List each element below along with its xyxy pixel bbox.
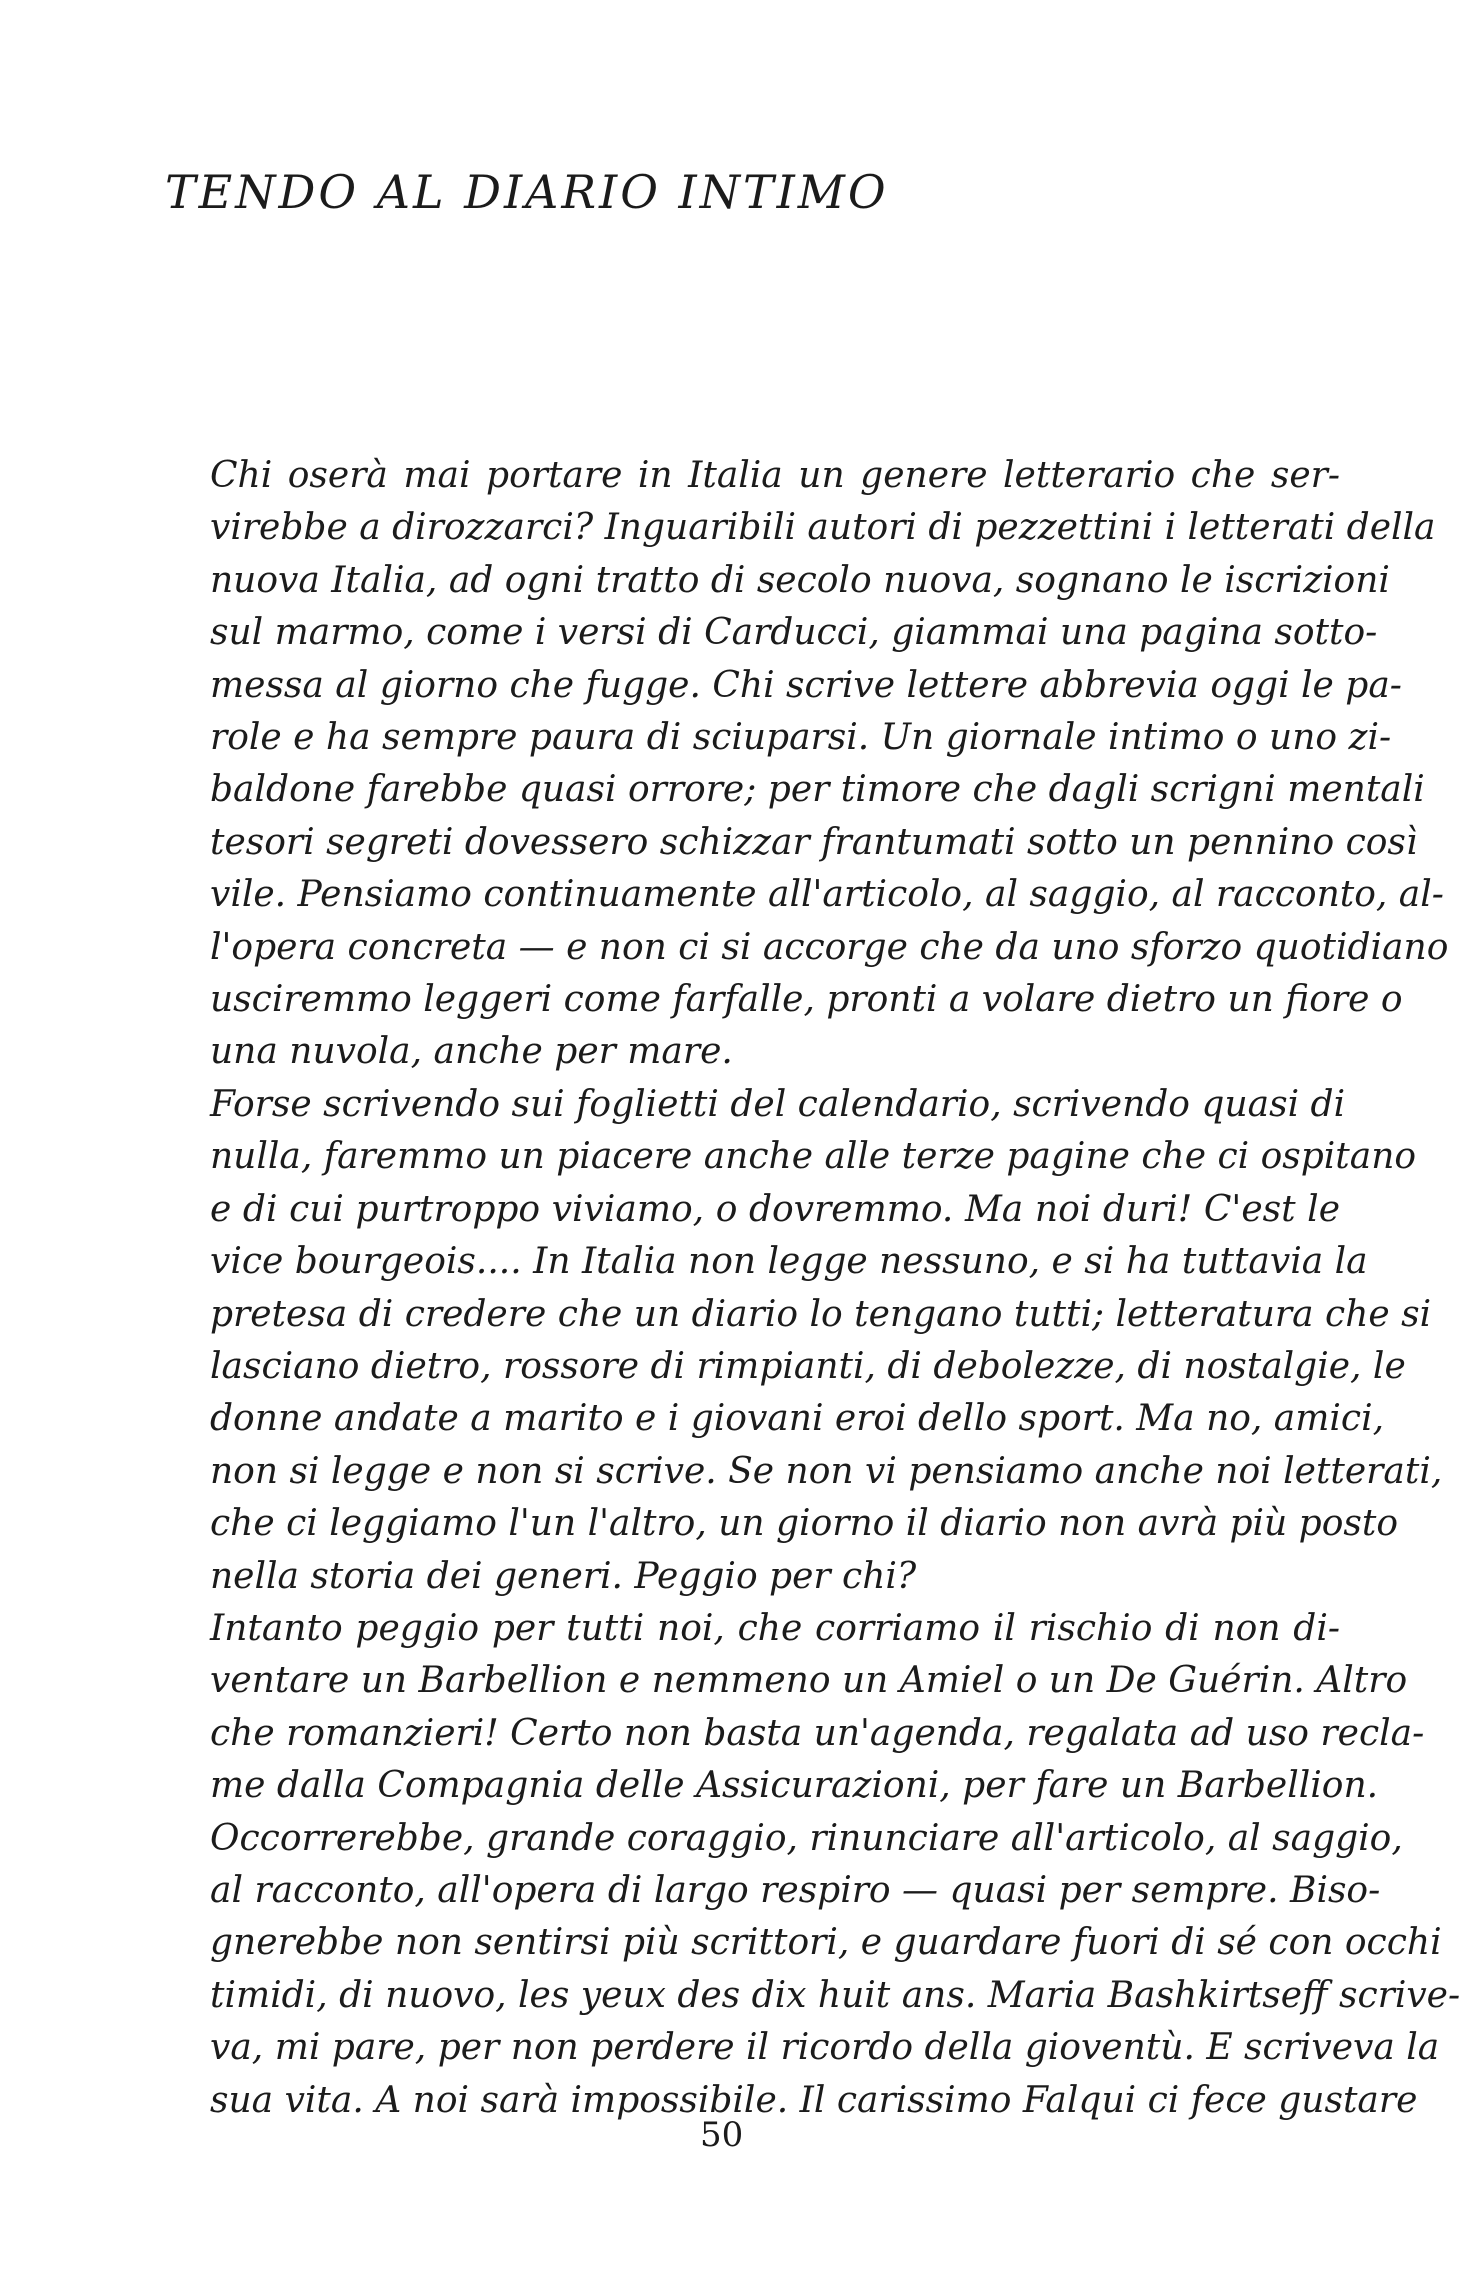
text-line: che romanzieri! Certo non basta un'agenda, regalata ad uso recla- bbox=[210, 1712, 1425, 1754]
chapter-title: TENDO AL DIARIO INTIMO bbox=[165, 165, 889, 219]
text-line: me dalla Compagnia delle Assicurazioni, per fare un Barbellion. bbox=[210, 1765, 1379, 1807]
text-line: al racconto, all'opera di largo respiro — quasi per sempre. Biso- bbox=[210, 1869, 1381, 1911]
text-line: ventare un Barbellion e nemmeno un Amiel o un De Guérin. Altro bbox=[210, 1660, 1408, 1702]
text-line: vice bourgeois.... In Italia non legge nessuno, e si ha tuttavia la bbox=[210, 1241, 1368, 1283]
page-number: 50 bbox=[700, 2115, 744, 2155]
text-line: nella storia dei generi. Peggio per chi? bbox=[210, 1555, 917, 1597]
text-line: baldone farebbe quasi orrore; per timore che dagli scrigni mentali bbox=[210, 769, 1425, 811]
text-line: va, mi pare, per non perdere il ricordo della gioventù. E scriveva la bbox=[210, 2027, 1440, 2069]
text-line: role e ha sempre paura di sciuparsi. Un giornale intimo o uno zi- bbox=[210, 717, 1392, 759]
text-line: Intanto peggio per tutti noi, che corriamo il rischio di non di- bbox=[210, 1607, 1340, 1649]
body-text bbox=[210, 450, 1461, 2127]
text-line: Chi oserà mai portare in Italia un genere letterario che ser- bbox=[210, 455, 1340, 496]
text-line: timidi, di nuovo, les yeux des dix huit ans. Maria Bashkirtseff scrive- bbox=[210, 1974, 1461, 2016]
text-line: nulla, faremmo un piacere anche alle terze pagine che ci ospitano bbox=[210, 1136, 1417, 1178]
text-line: Occorrerebbe, grande coraggio, rinunciare all'articolo, al saggio, bbox=[210, 1817, 1403, 1859]
text-line: che ci leggiamo l'un l'altro, un giorno il diario non avrà più posto bbox=[210, 1503, 1399, 1545]
text-line: messa al giorno che fugge. Chi scrive lettere abbrevia oggi le pa- bbox=[210, 664, 1402, 706]
text-line: vile. Pensiamo continuamente all'articolo, al saggio, al racconto, al- bbox=[210, 874, 1444, 916]
text-line: donne andate a marito e i giovani eroi dello sport. Ma no, amici, bbox=[210, 1398, 1385, 1440]
text-line: tesori segreti dovessero schizzar frantumati sotto un pennino così bbox=[210, 821, 1418, 863]
text-line: non si legge e non si scrive. Se non vi pensiamo anche noi letterati, bbox=[210, 1450, 1443, 1492]
text-line: l'opera concreta — e non ci si accorge che da uno sforzo quotidiano bbox=[210, 926, 1449, 968]
text-line: una nuvola, anche per mare. bbox=[210, 1031, 733, 1073]
text-line: sua vita. A noi sarà impossibile. Il carissimo Falqui ci fece gustare bbox=[210, 2079, 1418, 2121]
text-line: gnerebbe non sentirsi più scrittori, e guardare fuori di sé con occhi bbox=[210, 1922, 1442, 1964]
text-line: usciremmo leggeri come farfalle, pronti a volare dietro un fiore o bbox=[210, 979, 1403, 1021]
text-line: nuova Italia, ad ogni tratto di secolo nuova, sognano le iscrizioni bbox=[210, 559, 1390, 601]
text-line: sul marmo, come i versi di Carducci, giammai una pagina sotto- bbox=[210, 612, 1378, 654]
text-line: Forse scrivendo sui foglietti del calendario, scrivendo quasi di bbox=[210, 1083, 1346, 1125]
text-line: e di cui purtroppo viviamo, o dovremmo. Ma noi duri! C'est le bbox=[210, 1188, 1340, 1230]
text-line: virebbe a dirozzarci? Inguaribili autori di pezzettini i letterati della bbox=[210, 507, 1436, 549]
text-line: pretesa di credere che un diario lo tengano tutti; letteratura che si bbox=[210, 1293, 1432, 1335]
text-line: lasciano dietro, rossore di rimpianti, di debolezze, di nostalgie, le bbox=[210, 1345, 1406, 1387]
